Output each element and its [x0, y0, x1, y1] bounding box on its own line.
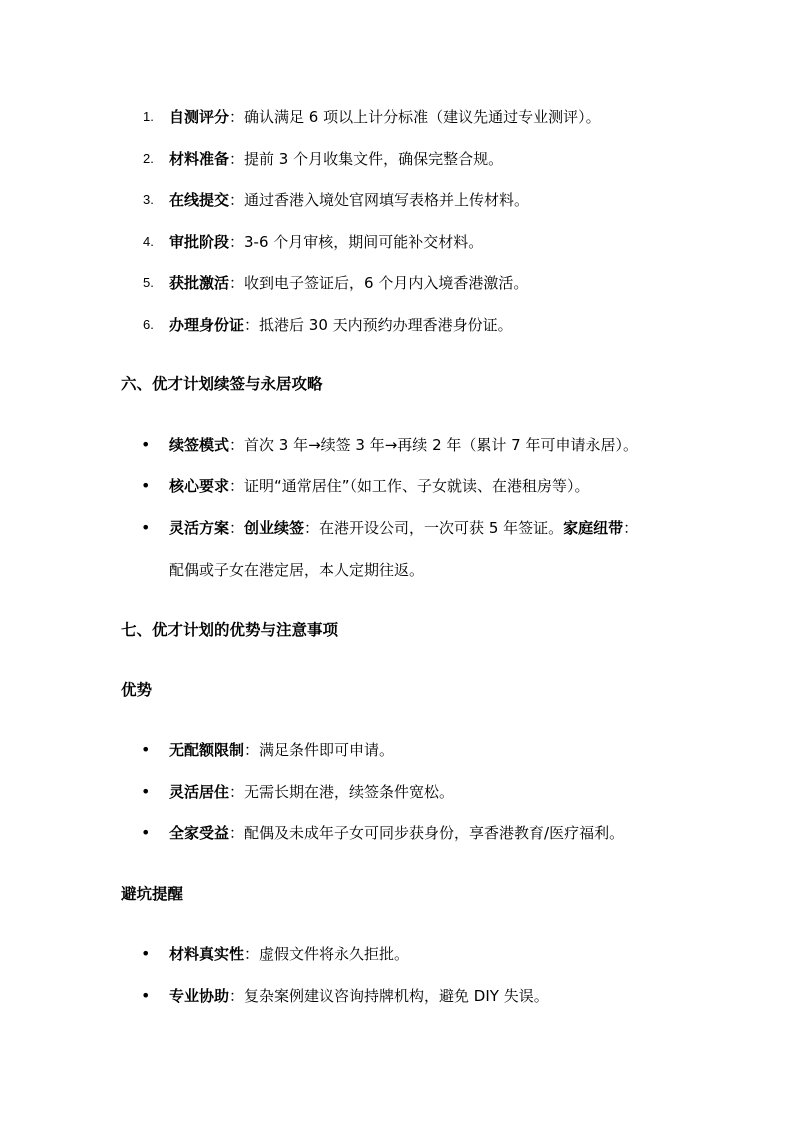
- step-number: 3.: [143, 192, 154, 207]
- step-item: [0, 187, 794, 213]
- step-number: 4.: [143, 234, 154, 249]
- step-item: [0, 146, 794, 172]
- step-body: ：提前 3 个月收集文件，确保完整合规。: [229, 150, 504, 168]
- bullet-icon: •: [141, 823, 151, 842]
- step-label: 材料准备: [169, 150, 230, 168]
- section-heading: 七、优才计划的优势与注意事项: [121, 621, 339, 639]
- bullet-icon: •: [141, 518, 151, 537]
- bullet-icon: •: [141, 435, 151, 454]
- item-label: 灵活方案: [169, 519, 230, 537]
- step-text: [169, 270, 528, 296]
- item-body: ：无需长期在港，续签条件宽松。: [229, 783, 455, 801]
- item-body: ：配偶及未成年子女可同步获身份，享香港教育/医疗福利。: [229, 824, 625, 842]
- list-item-text: [169, 779, 454, 805]
- step-label: 办理身份证: [169, 316, 245, 334]
- subsection-heading: 优势: [121, 681, 153, 699]
- bullet-icon: •: [141, 986, 151, 1005]
- step-text: [169, 104, 601, 130]
- list-item-text: [169, 432, 638, 458]
- step-label: 审批阶段: [169, 233, 230, 251]
- item-label: 专业协助: [169, 987, 230, 1005]
- bullet-icon: •: [141, 782, 151, 801]
- step-number: 2.: [143, 151, 154, 166]
- list-item-text: [169, 941, 409, 967]
- step-number: 1.: [143, 109, 154, 124]
- item-subbody: ：: [623, 519, 639, 537]
- item-subbody: ：在港开设公司，一次可获 5 年签证。: [304, 519, 564, 537]
- item-sublabel: 家庭纽带: [563, 519, 624, 537]
- step-label: 自测评分: [169, 108, 230, 126]
- step-body: ：收到电子签证后，6 个月内入境香港激活。: [229, 274, 529, 292]
- step-item: [0, 104, 794, 130]
- item-sublabel: 创业续签: [244, 519, 305, 537]
- list-item-text: [169, 473, 590, 499]
- list-item: [0, 820, 794, 846]
- step-body: ：3-6 个月审核，期间可能补交材料。: [229, 233, 484, 251]
- step-label: 获批激活: [169, 274, 230, 292]
- item-body: ：: [229, 519, 245, 537]
- list-item-text: [169, 737, 394, 763]
- list-item-continuation: [0, 557, 794, 583]
- step-text: [169, 146, 503, 172]
- list-item: [0, 779, 794, 805]
- step-item: [0, 270, 794, 296]
- list-item: [0, 432, 794, 458]
- item-body: ：证明“通常居住”（如工作、子女就读、在港租房等）。: [229, 477, 590, 495]
- item-label: 无配额限制: [169, 741, 245, 759]
- item-body: ：复杂案例建议咨询持牌机构，避免 DIY 失误。: [229, 987, 549, 1005]
- list-item: [0, 473, 794, 499]
- item-label: 全家受益: [169, 824, 230, 842]
- step-number: 6.: [143, 317, 154, 332]
- item-label: 续签模式: [169, 436, 230, 454]
- list-item-text: 配偶或子女在港定居，本人定期往返。: [169, 561, 425, 579]
- list-item: [0, 983, 794, 1009]
- item-body: ：首次 3 年→续签 3 年→再续 2 年（累计 7 年可申请永居）。: [229, 436, 638, 454]
- list-item-text: [169, 983, 549, 1009]
- item-label: 核心要求: [169, 477, 230, 495]
- bullet-icon: •: [141, 476, 151, 495]
- section-heading: 六、优才计划续签与永居攻略: [121, 375, 323, 393]
- step-text: [169, 187, 529, 213]
- bullet-icon: •: [141, 740, 151, 759]
- subsection-heading: 避坑提醒: [121, 885, 184, 903]
- item-body: ：虚假文件将永久拒批。: [244, 945, 410, 963]
- list-item-text: [169, 820, 624, 846]
- step-item: [0, 312, 794, 338]
- step-item: [0, 229, 794, 255]
- list-item: [0, 941, 794, 967]
- step-label: 在线提交: [169, 191, 230, 209]
- step-body: ：通过香港入境处官网填写表格并上传材料。: [229, 191, 530, 209]
- item-body: ：满足条件即可申请。: [244, 741, 395, 759]
- bullet-icon: •: [141, 944, 151, 963]
- item-label: 材料真实性: [169, 945, 245, 963]
- list-item: [0, 515, 794, 541]
- step-number: 5.: [143, 275, 154, 290]
- step-text: [169, 229, 483, 255]
- step-body: ：抵港后 30 天内预约办理香港身份证。: [244, 316, 513, 334]
- step-text: [169, 312, 513, 338]
- list-item-text: [169, 515, 638, 541]
- item-label: 灵活居住: [169, 783, 230, 801]
- list-item: [0, 737, 794, 763]
- step-body: ：确认满足 6 项以上计分标准（建议先通过专业测评）。: [229, 108, 601, 126]
